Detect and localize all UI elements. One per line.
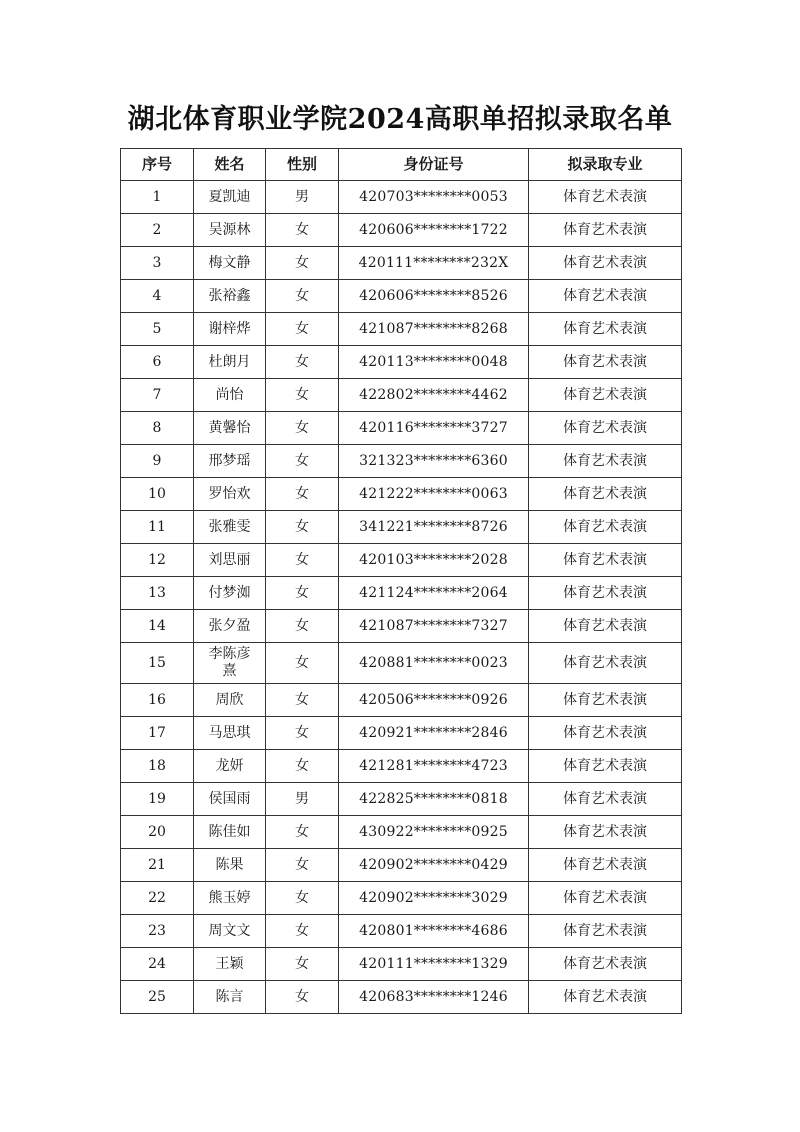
cell-id-number: 420902********0429: [339, 849, 529, 882]
cell-name: 刘思丽: [194, 544, 266, 577]
table-row: [121, 981, 682, 1014]
header-gender: 性别: [266, 149, 339, 181]
cell-major: 体育艺术表演: [529, 981, 682, 1014]
cell-major: 体育艺术表演: [529, 816, 682, 849]
table-row: [121, 445, 682, 478]
cell-major: 体育艺术表演: [529, 280, 682, 313]
cell-serial-number: 21: [121, 849, 194, 882]
cell-serial-number: 1: [121, 181, 194, 214]
cell-serial-number: 15: [121, 643, 194, 684]
cell-gender: 女: [266, 511, 339, 544]
header-serial-number: 序号: [121, 149, 194, 181]
table-row: [121, 214, 682, 247]
cell-id-number: 421222********0063: [339, 478, 529, 511]
cell-gender: 女: [266, 280, 339, 313]
cell-name: 马思琪: [194, 717, 266, 750]
table-row: [121, 511, 682, 544]
cell-serial-number: 25: [121, 981, 194, 1014]
cell-serial-number: 8: [121, 412, 194, 445]
cell-name: 付梦洳: [194, 577, 266, 610]
cell-major: 体育艺术表演: [529, 478, 682, 511]
cell-major: 体育艺术表演: [529, 882, 682, 915]
cell-gender: 女: [266, 816, 339, 849]
cell-gender: 女: [266, 981, 339, 1014]
cell-serial-number: 6: [121, 346, 194, 379]
cell-gender: 女: [266, 412, 339, 445]
table-row: [121, 412, 682, 445]
table-row: [121, 478, 682, 511]
cell-id-number: 422802********4462: [339, 379, 529, 412]
cell-id-number: 420506********0926: [339, 684, 529, 717]
table-row: [121, 544, 682, 577]
header-id-number: 身份证号: [339, 149, 529, 181]
cell-gender: 女: [266, 247, 339, 280]
cell-id-number: 420902********3029: [339, 882, 529, 915]
cell-major: 体育艺术表演: [529, 849, 682, 882]
cell-major: 体育艺术表演: [529, 915, 682, 948]
cell-major: 体育艺术表演: [529, 412, 682, 445]
header-name: 姓名: [194, 149, 266, 181]
cell-name: 张裕鑫: [194, 280, 266, 313]
cell-name: 周欣: [194, 684, 266, 717]
cell-gender: 男: [266, 783, 339, 816]
cell-name: 张雅雯: [194, 511, 266, 544]
cell-gender: 女: [266, 445, 339, 478]
table-row: [121, 247, 682, 280]
table-row: [121, 684, 682, 717]
cell-serial-number: 16: [121, 684, 194, 717]
cell-name: 陈果: [194, 849, 266, 882]
cell-major: 体育艺术表演: [529, 346, 682, 379]
cell-id-number: 341221********8726: [339, 511, 529, 544]
cell-name: 陈佳如: [194, 816, 266, 849]
cell-id-number: 420683********1246: [339, 981, 529, 1014]
cell-id-number: 420801********4686: [339, 915, 529, 948]
cell-gender: 女: [266, 313, 339, 346]
cell-gender: 女: [266, 214, 339, 247]
cell-major: 体育艺术表演: [529, 717, 682, 750]
cell-serial-number: 19: [121, 783, 194, 816]
cell-id-number: 420111********1329: [339, 948, 529, 981]
cell-id-number: 420116********3727: [339, 412, 529, 445]
cell-major: 体育艺术表演: [529, 247, 682, 280]
table-row: [121, 783, 682, 816]
table-row: [121, 816, 682, 849]
cell-major: 体育艺术表演: [529, 948, 682, 981]
cell-name: 尚怡: [194, 379, 266, 412]
cell-major: 体育艺术表演: [529, 181, 682, 214]
cell-id-number: 420111********232X: [339, 247, 529, 280]
cell-id-number: 421281********4723: [339, 750, 529, 783]
cell-id-number: 420606********1722: [339, 214, 529, 247]
table-row: [121, 849, 682, 882]
cell-gender: 女: [266, 379, 339, 412]
cell-serial-number: 10: [121, 478, 194, 511]
cell-serial-number: 23: [121, 915, 194, 948]
table-row: [121, 882, 682, 915]
cell-major: 体育艺术表演: [529, 379, 682, 412]
cell-serial-number: 18: [121, 750, 194, 783]
admission-table: [120, 148, 682, 1014]
cell-gender: 女: [266, 750, 339, 783]
table-row: [121, 181, 682, 214]
cell-gender: 女: [266, 684, 339, 717]
cell-name: 龙妍: [194, 750, 266, 783]
cell-serial-number: 13: [121, 577, 194, 610]
table-body: [121, 181, 682, 1014]
cell-serial-number: 4: [121, 280, 194, 313]
cell-serial-number: 22: [121, 882, 194, 915]
cell-name: 杜朗月: [194, 346, 266, 379]
cell-gender: 女: [266, 346, 339, 379]
cell-id-number: 420103********2028: [339, 544, 529, 577]
table-row: [121, 379, 682, 412]
cell-id-number: 321323********6360: [339, 445, 529, 478]
cell-gender: 女: [266, 717, 339, 750]
cell-major: 体育艺术表演: [529, 544, 682, 577]
table-row: [121, 577, 682, 610]
cell-gender: 女: [266, 478, 339, 511]
cell-name: 熊玉婷: [194, 882, 266, 915]
cell-gender: 女: [266, 577, 339, 610]
page-title: 湖北体育职业学院2024高职单招拟录取名单: [127, 104, 673, 135]
cell-major: 体育艺术表演: [529, 577, 682, 610]
cell-serial-number: 7: [121, 379, 194, 412]
header-major: 拟录取专业: [529, 149, 682, 181]
cell-gender: 女: [266, 643, 339, 684]
cell-name: 梅文静: [194, 247, 266, 280]
table-row: [121, 313, 682, 346]
cell-gender: 女: [266, 882, 339, 915]
cell-name: 吴源林: [194, 214, 266, 247]
table-row: [121, 280, 682, 313]
cell-id-number: 422825********0818: [339, 783, 529, 816]
table-row: [121, 610, 682, 643]
cell-name: 周文文: [194, 915, 266, 948]
cell-name: 罗怡欢: [194, 478, 266, 511]
cell-serial-number: 2: [121, 214, 194, 247]
cell-name: 谢梓烨: [194, 313, 266, 346]
cell-name: 黄馨怡: [194, 412, 266, 445]
cell-serial-number: 14: [121, 610, 194, 643]
cell-major: 体育艺术表演: [529, 783, 682, 816]
cell-gender: 女: [266, 915, 339, 948]
cell-name: 王颖: [194, 948, 266, 981]
cell-major: 体育艺术表演: [529, 643, 682, 684]
cell-id-number: 420606********8526: [339, 280, 529, 313]
cell-id-number: 421087********7327: [339, 610, 529, 643]
cell-id-number: 421124********2064: [339, 577, 529, 610]
cell-id-number: 430922********0925: [339, 816, 529, 849]
cell-id-number: 420921********2846: [339, 717, 529, 750]
cell-name: 侯国雨: [194, 783, 266, 816]
cell-major: 体育艺术表演: [529, 445, 682, 478]
cell-name: 张夕盈: [194, 610, 266, 643]
cell-id-number: 420703********0053: [339, 181, 529, 214]
cell-major: 体育艺术表演: [529, 214, 682, 247]
table-row: [121, 915, 682, 948]
table-row: [121, 643, 682, 684]
table-header-row: [121, 149, 682, 181]
cell-id-number: 420113********0048: [339, 346, 529, 379]
cell-serial-number: 11: [121, 511, 194, 544]
cell-major: 体育艺术表演: [529, 610, 682, 643]
cell-name: 李陈彦熹: [194, 643, 266, 684]
cell-gender: 男: [266, 181, 339, 214]
cell-name: 夏凯迪: [194, 181, 266, 214]
cell-serial-number: 5: [121, 313, 194, 346]
cell-serial-number: 9: [121, 445, 194, 478]
table-row: [121, 948, 682, 981]
cell-major: 体育艺术表演: [529, 511, 682, 544]
cell-id-number: 420881********0023: [339, 643, 529, 684]
table-row: [121, 717, 682, 750]
cell-serial-number: 20: [121, 816, 194, 849]
cell-serial-number: 24: [121, 948, 194, 981]
cell-name: 陈言: [194, 981, 266, 1014]
table-row: [121, 750, 682, 783]
cell-serial-number: 12: [121, 544, 194, 577]
cell-id-number: 421087********8268: [339, 313, 529, 346]
cell-major: 体育艺术表演: [529, 684, 682, 717]
cell-name: 邢梦瑶: [194, 445, 266, 478]
cell-serial-number: 17: [121, 717, 194, 750]
cell-major: 体育艺术表演: [529, 313, 682, 346]
table-row: [121, 346, 682, 379]
cell-serial-number: 3: [121, 247, 194, 280]
cell-gender: 女: [266, 948, 339, 981]
cell-gender: 女: [266, 610, 339, 643]
cell-gender: 女: [266, 544, 339, 577]
cell-gender: 女: [266, 849, 339, 882]
cell-major: 体育艺术表演: [529, 750, 682, 783]
